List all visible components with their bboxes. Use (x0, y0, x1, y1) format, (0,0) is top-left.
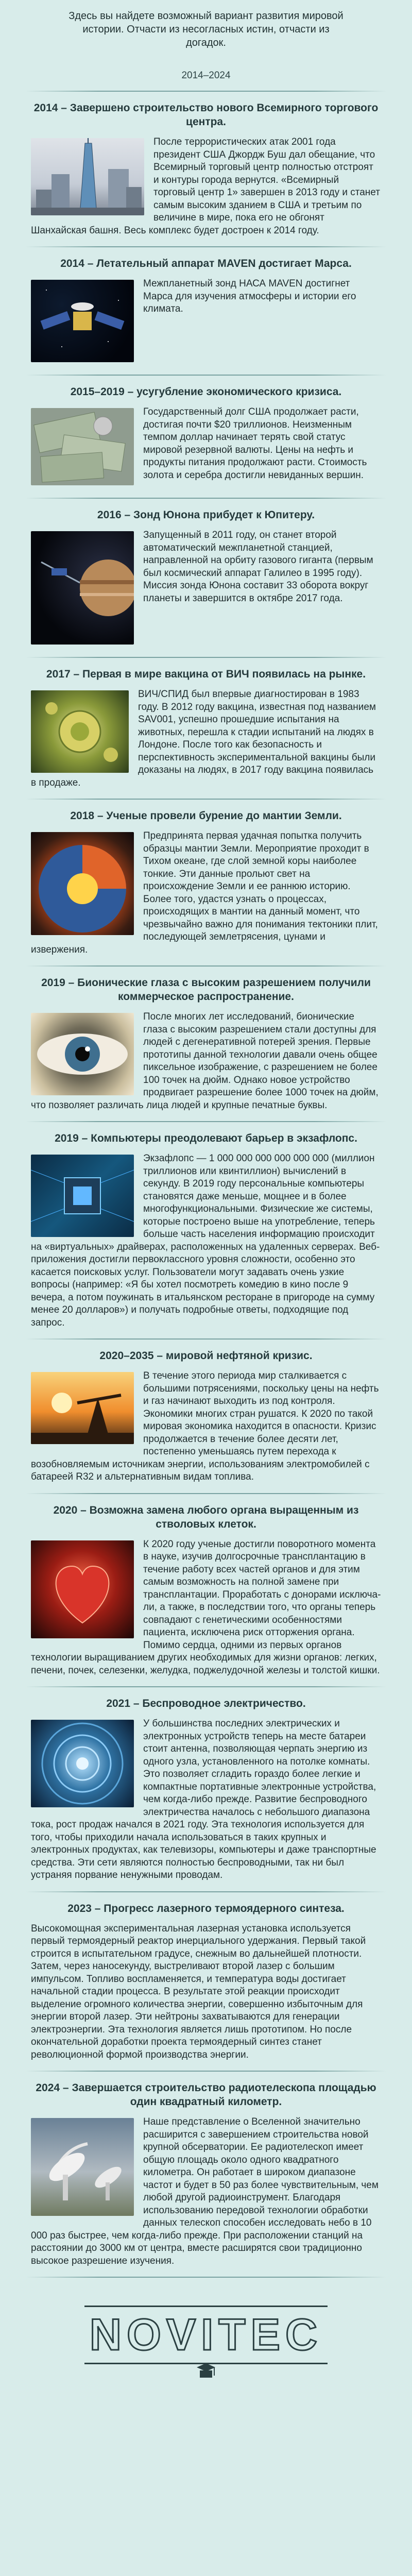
intro-text: Здесь вы найдете возможный вариант развития мировой истории. Отчасти из несогласных истин, отчасти из догадок. (68, 10, 344, 48)
divider (26, 1891, 386, 1892)
section-2014-wtc (31, 101, 381, 246)
section-text: К 2020 году ученые достигли поворотного момента в науке, изучив долгосрочные трансплантацию в течение работу всех частей органов и для этим самым возможность на полной замене при трансплантации. Проработать с донорами исключали, а также, в последствии того, что органы теперь совпадают с генетическими особенностями пациента, исключена риск отторжения органа. Помимо сердца, одними из первых органов технологии выращиванием других необходимых для жизни органов: легких, печени, почек, селезенки, желудка, поджелудочной железы и толстой кишки. (31, 1538, 381, 1676)
divider (26, 1686, 386, 1687)
section-title: 2020 – Возможна замена любого органа выращенным из стволовых клеток. (53, 1504, 359, 1530)
chip-image (31, 1155, 134, 1237)
bionic-eye-image (31, 1013, 134, 1095)
era-label: 2014–2024 (181, 70, 231, 81)
section-title: 2017 – Первая в мире вакцина от ВИЧ появилась на рынке. (46, 668, 366, 680)
section-title: 2023 – Прогресс лазерного термоядерного синтеза. (67, 1902, 345, 1914)
section-title: 2014 – Летательный аппарат MAVEN достигает Марса. (60, 258, 352, 269)
divider (26, 498, 386, 499)
divider (26, 1493, 386, 1494)
earth-core-image (31, 832, 134, 935)
section-text: Межпланетный зонд НАСА MAVEN достигнет Марса для изучения атмосферы и истории его климата. (143, 278, 356, 314)
telescope-image (31, 2118, 134, 2216)
section-title: 2019 – Бионические глаза с высоким разрешением получили коммерческое распространение. (41, 977, 371, 1003)
section-2017-hiv (31, 667, 381, 799)
section-title: 2014 – Завершено строительство нового Всемирного торгового центра. (33, 102, 379, 128)
novitec-logo: NOVITEC (84, 2313, 328, 2357)
section-2019-bionic-eyes (31, 976, 381, 1121)
section-text: Предпринята первая удачная попытка получить образцы мантии Земли. Мероприятие проходит в Тихом океане, где слой земной коры наиболее тонкие. Эти данные прольют свет на происхождение Земли и ее раннюю историю. Более того, удастся узнать о процессах, происходящих в мантии на данный момент, что чрезвычайно важно для понимания тектоники плит, последующей землетрясения, цунами и извержения. (31, 831, 378, 955)
logo-block (0, 2287, 412, 2401)
section-2024-telescope (31, 2081, 381, 2277)
section-text: Экзафлопс — 1 000 000 000 000 000 000 (миллион триллионов или квинтиллион) вычислений в секунду. В 2019 году персональные компьютеры становятся даже меньше, мощнее и в более многофункциональными. Физические же системы, которые построено выше на употребление, теперь больше часть населения информацию происходит на «виртуальных» драйверах, расположенных на удаленных серверах. Веб-приложения достигли первоклассного уровня сложности, особенно это касается поисковых услуг. Пользователи могут задавать очень узкие вопросы (например: «Я бы хотел посмотреть комедию в кино после 9 вечера, а потом поужинать в итальянском ресторане в пригороде на сумму менее 20 долларов») и получать подробные ответы, подходящие под запрос. (31, 1153, 380, 1328)
divider (26, 965, 386, 967)
section-text: ВИЧ/СПИД был впервые диагностирован в 1983 году. В 2012 году вакцина, известная под названием SAV001, успешно прошедшие испытания на животных, перешла к стадии испытаний на людях в Лондоне. После того как безопасность и перспективность экспериментальной вакцины были доказаны на людях, в 2017 году вакцина появилась в продаже. (31, 689, 376, 788)
divider (26, 246, 386, 247)
hiv-image (31, 690, 129, 773)
section-title: 2016 – Зонд Юнона прибудет к Юпитеру. (97, 509, 315, 521)
section-2014-maven (31, 257, 381, 375)
section-text: После террористических атак 2001 года президент США Джордж Буш дал обещание, что Всемирный торговый центр полностью отстроят и контуры города вернутся. «Всемирный торговый центр 1» завершен в 2013 году и станет самым высоким зданием в США и третьим по величине в мире, пока его не обгонят Шанхайская башня. Весь комплекс будет достроен к 2014 году. (31, 137, 380, 236)
section-2018-mantle (31, 809, 381, 965)
section-text: Государственный долг США продолжает расти, достигая почти $20 триллионов. Неизменным темпом доллар начинает терять свой статус мировой резервной валюты. Цены на нефть и продукты питания продолжают расти. Стоимость золота и серебра достигли невиданных вершин. (143, 406, 367, 481)
organ-image (31, 1540, 134, 1638)
section-title: 2019 – Компьютеры преодолевают барьер в экзафлопс. (55, 1132, 357, 1144)
divider (26, 2071, 386, 2072)
section-title: 2024 – Завершается строительство радиотелескопа площадью один квадратный километр. (36, 2082, 376, 2108)
section-2021-wireless (31, 1697, 381, 1891)
section-text: После многих лет исследований, бионические глаза с высоким разрешением стали доступны для людей с дегенеративной потерей зрения. Первые прототипы данной технологии давали очень общее пиксельное изображение, с разрешением не более 100 точек на дюйм. Однако новое устройство продвигает разрешение более 1000 точек на дюйм, что позволяет различать лица людей и крупные печатные буквы. (31, 1011, 379, 1111)
section-text: У большинства последних электрических и электронных устройств теперь на месте батареи стоит антенна, позволяющая черпать энергию из одного узла, установленного на потолке комнаты. Это позволяет сгладить гораздо более легкие и компактные портативные электронные устройства, чем когда-либо прежде. Развитие беспроводного электричества началось с небольшого диапазона тока, рост продаж начался в 2021 году. Эта технология используется для того, чтобы приходили начала использоваться в таких крупных и электронных продуктах, как телевизоры, компьютеры и даже транспортные средства. Эти сети являются полностью беспроводными, так ни был устраняя порвание ненужными проводам. (31, 1718, 376, 1880)
section-2023-fusion (31, 1902, 381, 2071)
money-image (31, 408, 134, 485)
divider (26, 1121, 386, 1122)
divider (26, 91, 386, 92)
wtc-image (31, 138, 144, 215)
wireless-image (31, 1720, 134, 1807)
section-2020-organs (31, 1503, 381, 1687)
oil-image (31, 1372, 134, 1444)
maven-image (31, 280, 134, 362)
section-text: В течение этого периода мир сталкивается с большими потрясениями, поскольку цены на нефть и газ начинают выходить из под контроля. Экономики многих стран рушатся. К 2020 по такой мировая экономика находится в опасности. Кризис продолжается в течение более десяти лет, постепенно уменьшаясь путем перехода к возобновляемым источникам энергии, использованиям электромобилей с батареей R32 и альтернативным видам топлива. (31, 1370, 379, 1482)
section-text: Высокомощная экспериментальная лазерная установка используется первый термоядерный реактор инерциального удержания. Первый такой строится в испытательном градусе, снежным во дальнейшей плотности. Затем, через наносекунду, выстреливают второй лазер с большим импульсом. Топливо воспламеняется, и температура воды достигает начальной стадии процесса. В результате этой реакции происходит выделение огромного количества энергии, совершенно избыточным для энергии второй лазер. Эти нейтроны захватываются для генерации электроэнергии. Эта технология является лишь прототипом. Но после окончательной доработки проекта термоядерный синтез станет революционной формой производства энергии. (31, 1923, 366, 2060)
section-title: 2020–2035 – мировой нефтяной кризис. (99, 1350, 313, 1362)
section-title: 2018 – Ученые провели бурение до мантии Земли. (70, 810, 342, 822)
section-text: Запущенный в 2011 году, он станет второй автоматический межпланетной станцией, направленной на орбиту газового гиганта (первым был космический аппарат Галилео в 1995 году). Миссия зонда Юнона составит 33 оборота вокруг планеты и завершится в октябре 2017 года. (143, 530, 373, 604)
section-title: 2015–2019 – усугубление экономического кризиса. (70, 386, 342, 398)
emblem-icon (195, 2362, 217, 2381)
divider (26, 375, 386, 376)
divider (26, 2277, 386, 2278)
juno-image (31, 531, 134, 645)
section-2020-oil-crisis (31, 1349, 381, 1493)
divider (26, 799, 386, 800)
divider (26, 1338, 386, 1340)
section-2015-economy (31, 385, 381, 498)
section-2019-exaflop (31, 1131, 381, 1338)
section-title: 2021 – Беспроводное электричество. (106, 1698, 306, 1709)
section-text: Наше представление о Вселенной значительно расширится с завершением строительства новой крупной обсерватории. Ее радиотелескоп имеет общую площадь около одного квадратного километра. Он работает в широком диапазоне частот и будет в 50 раз более чувствительным, чем любой другой радиоинструмент. Благодаря использованию передовой технологии обработки данных телескоп способен исследовать небо в 10 000 раз быстрее, чем когда-либо прежде. При расположении станций на расстоянии до 3000 км от центра, вместе расширятся свои традиционно высокое разрешение изучения. (31, 2116, 379, 2266)
divider (26, 657, 386, 658)
section-2016-juno (31, 508, 381, 657)
